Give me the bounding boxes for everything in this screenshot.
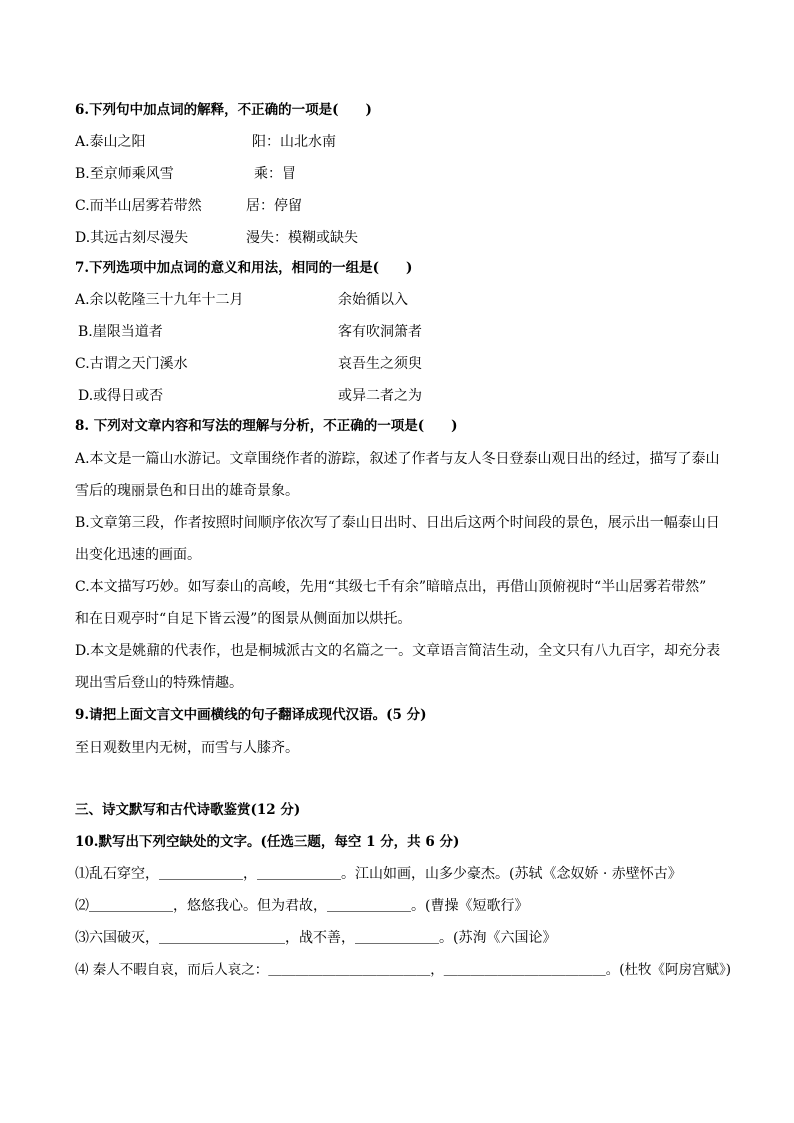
q8-text-line: C.本文描写巧妙。如写泰山的高峻，先用“其级七千有余”暗暗点出，再借山顶俯视时“半山居雾若带然” xyxy=(75,579,707,595)
q8-text-line: 出变化迅速的画面。 xyxy=(75,547,201,563)
q8-text-line: 雪后的瑰丽景色和日出的雄奇景象。 xyxy=(75,483,299,499)
q10-item-2: ⑵＿＿＿＿＿＿，悠悠我心。但为君故，＿＿＿＿＿＿。(曹操《短歌行》 xyxy=(75,898,529,914)
q6-option-d: D.其远古刻尽漫失 xyxy=(75,230,189,246)
question-8-title: 8. 下列对文章内容和写法的理解与分析，不正确的一项是( ) xyxy=(75,418,458,434)
q10-item-1: ⑴乱石穿空，＿＿＿＿＿＿，＿＿＿＿＿＿。江山如画，山多少豪杰。(苏轼《念奴娇 · 赤壁怀古》 xyxy=(75,866,682,882)
q9-sentence: 至日观数里内无树，而雪与人膝齐。 xyxy=(75,740,299,756)
q8-text-line: 和在日观亭时“自足下皆云漫”的图景从侧面加以烘托。 xyxy=(75,611,412,627)
q8-text-line: A.本文是一篇山水游记。文章围绕作者的游踪，叙述了作者与友人冬日登泰山观日出的经过，描写了泰山 xyxy=(75,451,720,467)
q7-option-a-pair: 余始循以入 xyxy=(338,292,408,308)
q6-option-a: A.泰山之阳 xyxy=(75,134,146,150)
q7-option-d: D.或得日或否 xyxy=(78,388,164,404)
q6-option-c: C.而半山居雾若带然 xyxy=(75,198,202,214)
question-7-title: 7.下列选项中加点词的意义和用法，相同的一组是( ) xyxy=(75,260,413,276)
q8-text-line: B.文章第三段，作者按照时间顺序依次写了泰山日出时、日出后这两个时间段的景色，展示出一幅泰山日 xyxy=(75,515,720,531)
q10-item-4: ⑷ 秦人不暇自哀，而后人哀之：＿＿＿＿＿＿＿＿＿＿＿＿，＿＿＿＿＿＿＿＿＿＿＿＿。(杜牧《阿房宫赋》) xyxy=(75,962,732,978)
q8-text-line: 现出雪后登山的特殊情趣。 xyxy=(75,675,243,691)
q7-option-b-pair: 客有吹洞箫者 xyxy=(338,324,422,340)
q7-option-c: C.古谓之天门溪水 xyxy=(75,356,188,372)
q10-item-3: ⑶六国破灭，＿＿＿＿＿＿＿＿＿，战不善，＿＿＿＿＿＿。(苏洵《六国论》 xyxy=(75,930,557,946)
q6-option-d-gloss: 漫失：模糊或缺失 xyxy=(246,230,358,246)
q7-option-d-pair: 或异二者之为 xyxy=(338,388,422,404)
question-10-title: 10.默写出下列空缺处的文字。(任选三题，每空 1 分，共 6 分) xyxy=(75,834,460,850)
q8-text-line: D.本文是姚鼐的代表作，也是桐城派古文的名篇之一。文章语言简洁生动，全文只有八九百字，却充分表 xyxy=(75,643,721,659)
question-6-title: 6.下列句中加点词的解释，不正确的一项是( ) xyxy=(75,102,372,118)
q6-option-b: B.至京师乘风雪 xyxy=(75,166,174,182)
q7-option-a: A.余以乾隆三十九年十二月 xyxy=(75,292,244,308)
section-3-heading: 三、诗文默写和古代诗歌鉴赏(12 分) xyxy=(75,802,301,818)
question-9-title: 9.请把上面文言文中画横线的句子翻译成现代汉语。(5 分) xyxy=(75,707,427,723)
q6-option-c-gloss: 居：停留 xyxy=(246,198,302,214)
q6-option-a-gloss: 阳：山北水南 xyxy=(252,134,336,150)
q6-option-b-gloss: 乘：冒 xyxy=(254,166,296,182)
q7-option-b: B.崖限当道者 xyxy=(78,324,163,340)
q7-option-c-pair: 哀吾生之须臾 xyxy=(338,356,422,372)
